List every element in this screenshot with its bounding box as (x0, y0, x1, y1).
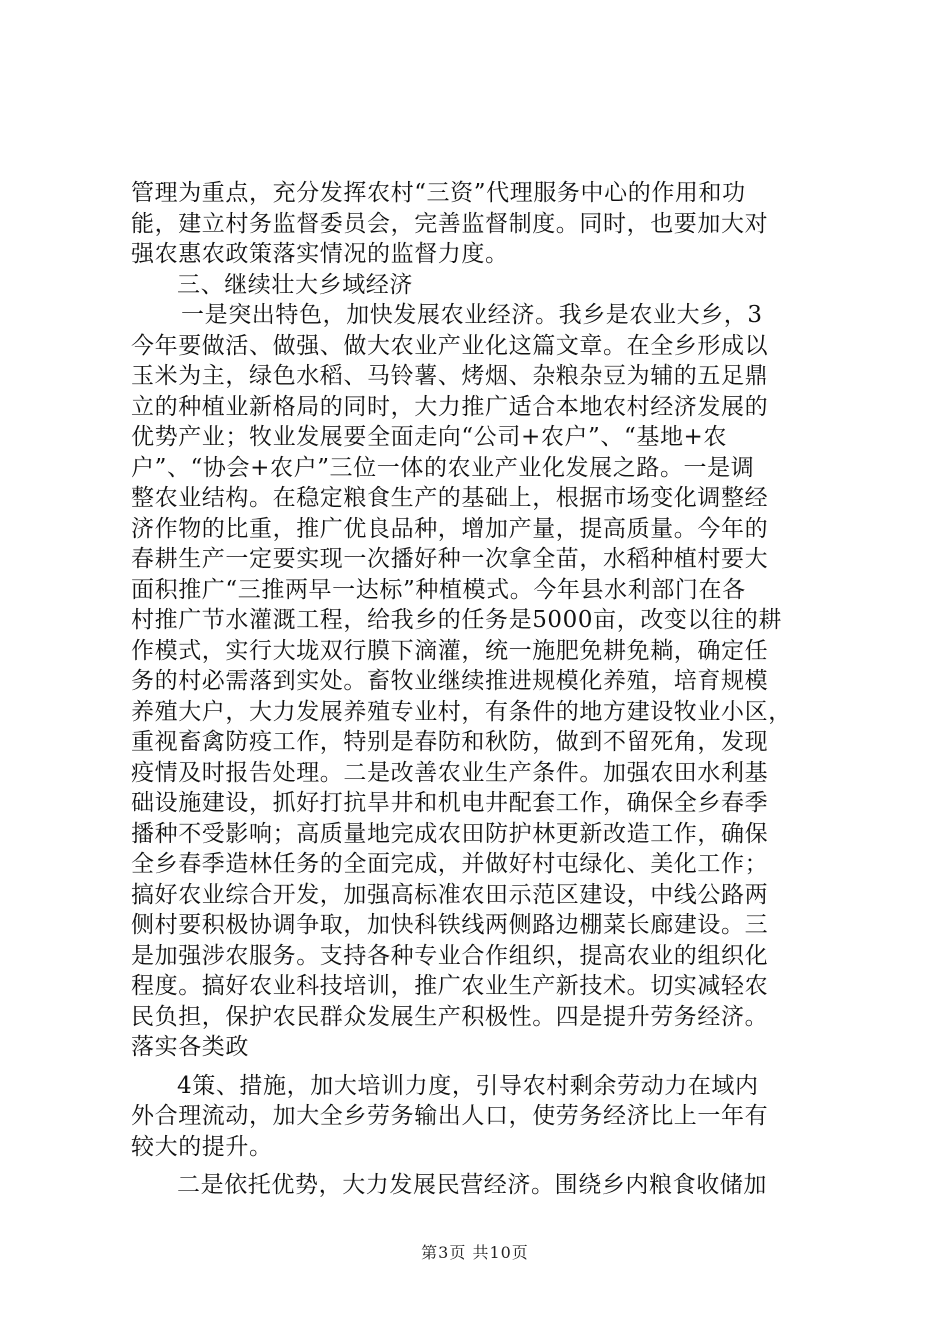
text-line: 搞好农业综合开发，加强高标准农田示范区建设，中线公路两 (131, 881, 769, 908)
text-line: 整农业结构。在稳定粮食生产的基础上，根据市场变化调整经 (131, 485, 769, 511)
text-line: 养殖大户，大力发展养殖专业村，有条件的地方建设牧业小区， (131, 698, 792, 725)
page-number-footer: 第3页 共10页 (421, 1243, 529, 1262)
text-line: 重视畜禽防疫工作，特别是春防和秋防，做到不留死角，发现 (131, 729, 769, 755)
text-line: 侧村要积极协调争取，加快科铁线两侧路边棚菜长廊建设。三 (131, 912, 769, 938)
text-line: 作模式，实行大垅双行膜下滴灌，统一施肥免耕免耥，确定任 (131, 637, 769, 664)
text-line: 民负担，保护农民群众发展生产积极性。四是提升劳务经济。 (131, 1003, 769, 1030)
text-line: 村推广节水灌溉工程，给我乡的任务是5000亩，改变以往的耕 (131, 607, 782, 633)
text-line: 户”、“协会+农户”三位一体的农业产业化发展之路。一是调 (131, 454, 755, 481)
text-line: 强农惠农政策落实情况的监督力度。 (131, 241, 509, 267)
text-line: 玉米为主，绿色水稻、马铃薯、烤烟、杂粮杂豆为辅的五足鼎 (131, 363, 769, 389)
text-line: 二是依托优势，大力发展民营经济。围绕乡内粮食收储加 (177, 1172, 767, 1198)
text-line: 务的村必需落到实处。畜牧业继续推进规模化养殖，培育规模 (131, 668, 769, 694)
section-heading: 三、继续壮大乡域经济 (177, 271, 413, 298)
text-line: 较大的提升。 (131, 1133, 273, 1160)
text-line: 济作物的比重，推广优良品种，增加产量，提高质量。今年的 (131, 515, 769, 542)
text-line: 立的种植业新格局的同时，大力推广适合本地农村经济发展的 (131, 393, 769, 420)
text-line: 落实各类政 (131, 1034, 249, 1060)
text-line: 春耕生产一定要实现一次播好种一次拿全苗，水稻种植村要大 (131, 546, 769, 572)
text-line: 4策、措施，加大培训力度，引导农村剩余劳动力在域内 (177, 1072, 759, 1099)
text-line: 程度。搞好农业科技培训，推广农业生产新技术。切实减轻农 (131, 973, 769, 999)
text-line: 础设施建设，抓好打抗旱井和机电井配套工作，确保全乡春季 (131, 790, 769, 816)
text-line: 优势产业；牧业发展要全面走向“公司+农户”、“基地+农 (131, 424, 728, 450)
text-line: 是加强涉农服务。支持各种专业合作组织，提高农业的组织化 (131, 942, 769, 969)
document-body (131, 178, 831, 1201)
text-line: 一是突出特色，加快发展农业经济。我乡是农业大乡，3 (181, 302, 763, 328)
text-line: 管理为重点，充分发挥农村“三资”代理服务中心的作用和功 (131, 180, 746, 206)
text-line: 全乡春季造林任务的全面完成，并做好村屯绿化、美化工作； (131, 851, 769, 877)
text-line: 今年要做活、做强、做大农业产业化这篇文章。在全乡形成以 (131, 332, 769, 359)
text-line: 疫情及时报告处理。二是改善农业生产条件。加强农田水利基 (131, 759, 769, 786)
text-line: 能，建立村务监督委员会，完善监督制度。同时，也要加大对 (131, 210, 769, 237)
text-line: 播种不受影响；高质量地完成农田防护林更新改造工作，确保 (131, 820, 769, 847)
text-line: 外合理流动，加大全乡劳务输出人口，使劳务经济比上一年有 (131, 1103, 769, 1129)
text-line: 面积推广“三推两早一达标”种植模式。今年县水利部门在各 (131, 576, 746, 603)
